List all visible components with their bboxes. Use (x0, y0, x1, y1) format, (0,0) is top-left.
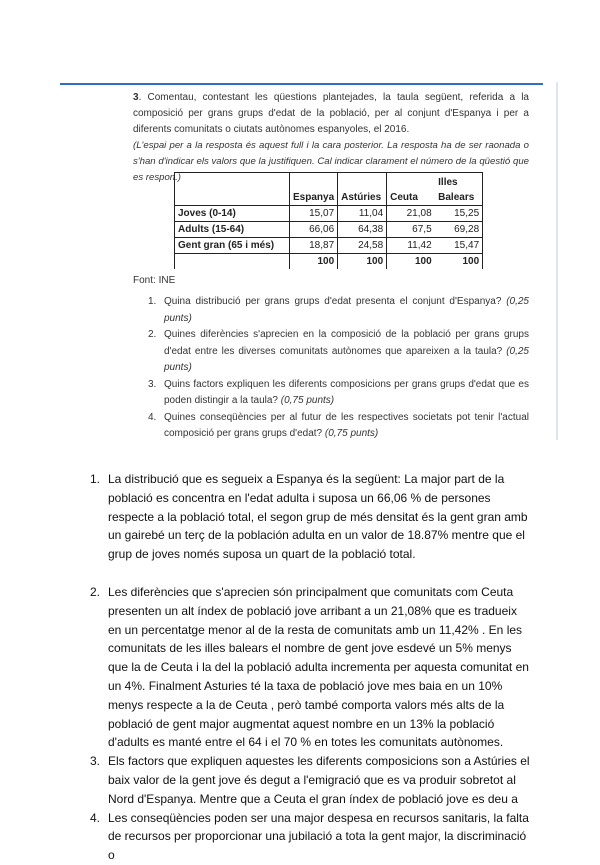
subquestion-text: Quins factors expliquen les diferents composicions per grans grups d'edat que es poden distingir a la taula? (164, 378, 529, 406)
points: (0,75 punts) (324, 428, 379, 439)
points: (0,25 punts) (164, 296, 529, 324)
subquestion-item (148, 294, 529, 327)
item-number: 1. (90, 472, 101, 486)
answer-item (90, 809, 530, 865)
table-cell: 69,28 (435, 222, 483, 238)
spacer (90, 564, 530, 583)
subquestion-item (148, 327, 529, 377)
table-row (175, 206, 483, 222)
table-cell: 15,47 (435, 238, 483, 254)
table-cell: 21,08 (387, 206, 435, 222)
table-cell: 15,25 (435, 206, 483, 222)
table-header-cell: Espanya (290, 173, 338, 206)
answer-item (90, 752, 530, 808)
table-cell: 18,87 (290, 238, 338, 254)
row-label (175, 254, 290, 270)
table-header-row (175, 173, 483, 206)
answer-item (90, 583, 530, 752)
question-text: . Comentau, contestant les qüestions plantejades, la taula següent, referida a la composició per grans grups d'edat de la població, per al conjunt d'Espanya i per a diferents comunitats o ciutats autònomes espanyoles, el 2016. (133, 92, 529, 135)
question-number: 3 (133, 92, 139, 103)
population-table (174, 172, 483, 269)
item-number: 2. (90, 584, 101, 599)
subquestion-text: Quines diferències s'aprecien en la composició de la població per grans grups d'edat entre les diverses comunitats autònomes que apareixen a la taula? (164, 329, 529, 357)
answer-text: La distribució que es segueix a Espanya és la següent: La major part de la població es concentra en l'edat adulta i suposa un 66,06 % de persones respecte a la població total, el segon grup de més densitat és la gent gran amb un gairebé un terç de la población adulta en un valor de 18.87% mentre que el grup de joves només suposa un quart de la població total. (108, 472, 528, 562)
item-number: 4. (148, 411, 157, 423)
table-cell: 100 (435, 254, 483, 270)
table-header-cell: Ceuta (390, 192, 418, 203)
item-number: 4. (90, 810, 101, 825)
table-cell: 66,06 (290, 222, 338, 238)
table-cell: 11,04 (338, 206, 387, 222)
item-number: 3. (90, 754, 101, 769)
item-number: 3. (148, 378, 157, 390)
table-row (175, 222, 483, 238)
row-label: Gent gran (65 i més) (175, 238, 290, 254)
table-header-cell-group (387, 173, 483, 206)
table-cell: 100 (338, 254, 387, 270)
answer-text: Les conseqüències poden ser una major despesa en recursos sanitaris, la falta de recursos per proporcionar una jubilació a tota la gent major, la discriminació o (108, 810, 529, 863)
table-header-cell: Astúries (338, 173, 387, 206)
table-header-cell (175, 173, 290, 206)
table-cell: 64,38 (338, 222, 387, 238)
points: (0,25 punts) (164, 345, 529, 373)
subquestion-item (148, 410, 529, 443)
table-row (175, 238, 483, 254)
answer-item (90, 470, 530, 564)
table-header-cell: Illes Balears (438, 177, 475, 203)
item-number: 2. (148, 329, 157, 340)
table-total-row (175, 254, 483, 270)
subquestion-text: Quina distribució per grans grups d'edat presenta el conjunt d'Espanya? (164, 296, 507, 307)
item-number: 1. (148, 296, 157, 307)
table-cell: 67,5 (387, 222, 435, 238)
table-cell: 100 (290, 254, 338, 270)
answer-text: Les diferències que s'aprecien són principalment que comunitats com Ceuta presenten un alt índex de població jove arribant a un 21,08% que es tradueix en un percentatge menor al de la resta de comunitats amb un 11,42% . En les comunitats de les illes balears el nombre de gent jove esdevé un 5% menys que la de Ceuta i la del la població adulta incrementa per aquesta comunitat en un 4%. Finalment Asturies té la taxa de població jove mes baia en un 10% menys respecte a la de Ceuta , però també comporta valors més alts de la població de gent major augmentat aquest nombre en un 13% la població d'adults es manté entre el 64 i el 70 % en totes les comunitats autònomes. (108, 584, 529, 750)
row-label: Adults (15-64) (175, 222, 290, 238)
table-cell: 24,58 (338, 238, 387, 254)
question-intro (133, 90, 529, 138)
points: (0,75 punts) (280, 395, 335, 406)
subquestion-item (148, 377, 529, 410)
subquestion-text: Quines conseqüències per al futur de les respectives societats pot tenir l'actual composició per grans grups d'edat? (164, 411, 529, 439)
answer-list (90, 470, 530, 865)
table-cell: 11,42 (387, 238, 435, 254)
subquestion-list (148, 294, 529, 443)
answer-text: Els factors que expliquen aquestes les diferents composicions son a Astúries el baix valor de la gent jove és degut a l'emigració que es va produir sobretot al Nord d'Espanya. Mentre que a Ceuta el gran índex de població jove es deu a (108, 754, 530, 806)
question-instructions: (L'espai per a la resposta és aquest full i la cara posterior. La resposta ha de ser raonada o s'han d'indicar els valors que la justifiquen. Cal indicar clarament el número de la qüestió que es respon.) (133, 140, 529, 183)
header-rule (60, 83, 543, 85)
table-cell: 100 (387, 254, 435, 270)
row-label: Joves (0-14) (175, 206, 290, 222)
table-source: Font: INE (133, 275, 176, 286)
table-cell: 15,07 (290, 206, 338, 222)
